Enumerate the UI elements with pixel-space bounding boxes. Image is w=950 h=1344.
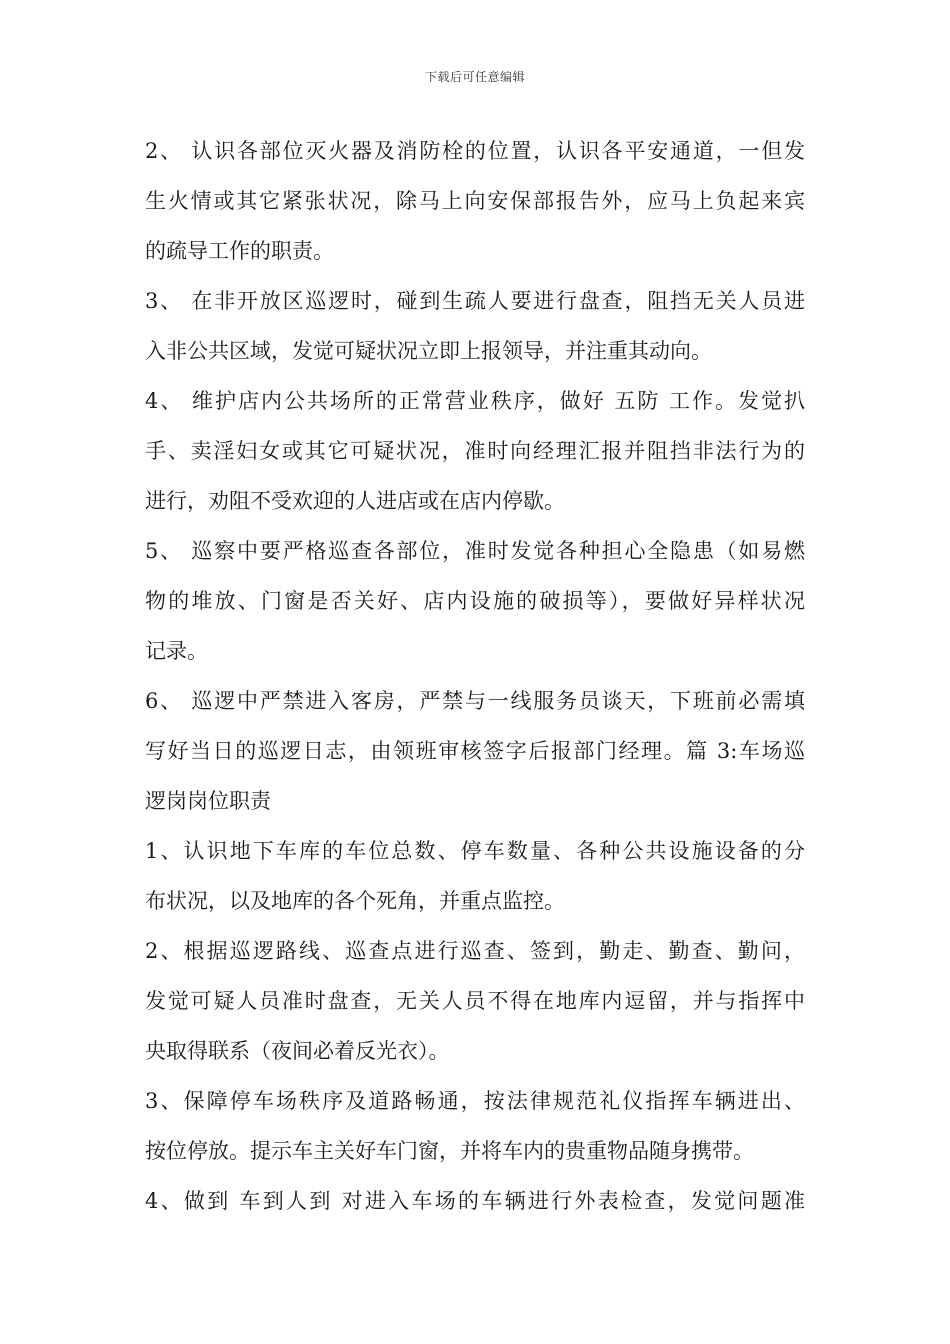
text-line: 央取得联系（夜间必着反光衣）。	[145, 1039, 450, 1063]
text-line: 物的堆放、门窗是否关好、店内设施的破损等），要做好异样状况	[145, 589, 805, 613]
document-body	[145, 126, 805, 1226]
text-line: 手、卖淫妇女或其它可疑状况，准时向经理汇报并阻挡非法行为的	[145, 439, 805, 463]
text-line: 按位停放。提示车主关好车门窗，并将车内的贵重物品随身携带。	[145, 1139, 754, 1163]
text-line: 布状况，以及地库的各个死角，并重点监控。	[145, 889, 565, 913]
text-line: 写好当日的巡逻日志，由领班审核签字后报部门经理。篇 3:车场巡	[145, 739, 805, 763]
text-line: 逻岗岗位职责	[145, 789, 271, 813]
text-line: 生火情或其它紧张状况，除马上向安保部报告外，应马上负起来宾	[145, 189, 805, 213]
text-line: 进行，劝阻不受欢迎的人进店或在店内停歇。	[145, 489, 565, 513]
text-line: 入非公共区域，发觉可疑状况立即上报领导，并注重其动向。	[145, 339, 712, 363]
text-line: 2、 认识各部位灭火器及消防栓的位置，认识各平安通道，一但发	[145, 139, 805, 163]
text-line: 记录。	[145, 639, 208, 663]
text-line: 3、保障停车场秩序及道路畅通，按法律规范礼仪指挥车辆进出、	[145, 1089, 805, 1113]
text-line: 发觉可疑人员准时盘查，无关人员不得在地库内逗留，并与指挥中	[145, 989, 805, 1013]
text-line: 2、根据巡逻路线、巡查点进行巡查、签到，勤走、勤查、勤问，	[145, 939, 805, 963]
text-line: 5、 巡察中要严格巡查各部位，准时发觉各种担心全隐患（如易燃	[145, 539, 805, 563]
page-header: 下载后可任意编辑	[424, 70, 525, 84]
text-line: 的疏导工作的职责。	[145, 239, 334, 263]
text-line: 4、 维护店内公共场所的正常营业秩序，做好 五防 工作。发觉扒	[145, 389, 805, 413]
text-line: 3、 在非开放区巡逻时，碰到生疏人要进行盘查，阻挡无关人员进	[145, 289, 805, 313]
text-line: 4、做到 车到人到 对进入车场的车辆进行外表检查，发觉问题准	[145, 1189, 805, 1213]
text-line: 1、认识地下车库的车位总数、停车数量、各种公共设施设备的分	[145, 839, 805, 863]
text-line: 6、 巡逻中严禁进入客房，严禁与一线服务员谈天，下班前必需填	[145, 689, 805, 713]
